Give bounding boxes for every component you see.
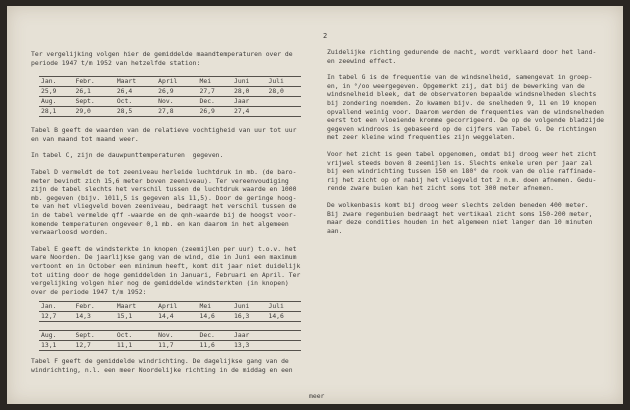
table-cell: Juni (234, 302, 250, 311)
table-cell: 26,1 (75, 87, 91, 96)
table-cell: 28,0 (234, 87, 250, 96)
table-cell: 26,4 (116, 87, 133, 96)
table-cell: 11,7 (158, 341, 174, 350)
table-cell: Febr. (75, 302, 95, 311)
table-cell: Mei (199, 302, 212, 311)
table-cell: Juli (268, 302, 284, 311)
table-cell: 26,9 (199, 107, 215, 116)
table-cell: 28,5 (116, 107, 133, 116)
table-cell: Sept. (75, 97, 95, 106)
table-cell: 27,8 (158, 107, 174, 116)
paragraph-line: eerst tot een vloeiende kromme gecorrigeerd. De op de volgende bladzijde (327, 116, 605, 125)
table-cell: Sept. (75, 331, 95, 340)
intro-line: periode 1947 t/m 1952 van hetzelfde station: (31, 58, 201, 67)
table-cell: 16,3 (234, 312, 250, 321)
table-cell: 12,7 (41, 312, 57, 321)
table-cell: Jan. (41, 302, 57, 311)
paragraph-line: in de tabel vermelde qff -waarde en de qnh-waarde bij de hoogst voor- (31, 210, 297, 219)
table-cell: 25,9 (41, 87, 57, 96)
paragraph-line: met zeer kleine wind frequenties zijn weggelaten. (327, 133, 516, 142)
table-cell: April (158, 302, 178, 311)
table-cell: Mei (199, 77, 212, 86)
paragraph-line: Zuidelijke richting gedurende de nacht, wordt verklaard door het land- (327, 48, 597, 56)
table-cell: Maart (116, 302, 137, 311)
paragraph-line: Tabel F geeft de gemiddelde windrichting. De dagelijkse gang van de (31, 357, 289, 366)
paragraph-line: komende temperaturen ongeveer 0,1 mb. en kan daarom in het algemeen (31, 219, 289, 228)
paragraph-line: vrijwel steeds boven 8 zeemijlen is. Slechts enkele uren per jaar zal (327, 158, 593, 167)
paragraph-line: bij een windrichting tussen 150 en 180° de rook van de olie raffinade- (327, 167, 597, 176)
table-cell: 15,1 (116, 312, 133, 321)
table-cell: 29,0 (75, 107, 91, 116)
table-cell: Maart (116, 77, 137, 86)
paragraph-line: en zeewind effect. (327, 56, 397, 65)
table-cell: 14,6 (199, 312, 215, 321)
paragraph-line: Tabel B geeft de waarden van de relatieve vochtigheid van uur tot uur (31, 126, 297, 135)
paragraph-line: windrichting, n.l. een meer Noordelijke richting in de middag en een (31, 365, 293, 374)
table-cell: April (158, 77, 178, 86)
continuation-word: meer (309, 392, 325, 400)
table-cell: 14,4 (158, 312, 174, 321)
paragraph-line: mb. gegeven (bijv. 1011,5 is gegeven als 11,5). Door de geringe hoog- (31, 193, 297, 202)
paragraph-line: opvallend weinig voor. Daarom werden de frequenties van de windsnelheden (327, 107, 605, 116)
paragraph-line: ware Noorden. De jaarlijkse gang van de wind, die in Juni een maximum (31, 253, 297, 262)
paragraph-line: verwaarloosd worden. (31, 228, 108, 237)
paragraph-line: en, in °/oo weergegeven. Opgemerkt zij, dat bij de bewerking van de (327, 81, 585, 90)
wind-table (39, 301, 301, 353)
paragraph-line: windsnelheid bleek, dat de observatoren bepaalde windsnelheden slechts (327, 90, 597, 99)
table-cell: Oct. (116, 97, 133, 106)
table-cell: 13,3 (234, 341, 250, 350)
paragraph-line: maar deze condities houden in het algemeen niet langer dan 10 minuten (327, 218, 593, 227)
paragraph-line: In tabel G is de frequentie van de windsnelheid, samengevat in groep- (327, 73, 593, 82)
table-cell: Nov. (158, 97, 174, 106)
table-cell: Dec. (199, 331, 215, 340)
table-cell: Febr. (75, 77, 95, 86)
right-column (327, 48, 617, 235)
paragraph-line: vertoont en in October een minimum heeft, komt dit jaar niet duidelijk (31, 261, 301, 270)
paragraph-line: Tabel E geeft de windsterkte in knopen (zeemijlen per uur) t.o.v. het (31, 244, 297, 253)
paragraph-line: In tabel C, zijn de dauwpunttemperaturen gegeven. (31, 151, 224, 160)
paragraph-line: Tabel D vermeldt de tot zeeniveau herleide luchtdruk in mb. (de baro- (31, 167, 297, 176)
paragraph-line: over de periode 1947 t/m 1952: (31, 287, 147, 296)
page-number: 2 (323, 32, 328, 40)
paragraph-line: meter bevindt zich 15,6 meter boven zeeniveau). Ter vereenvoudiging (31, 176, 289, 185)
paragraph-line: De wolkenbasis komt bij droog weer slechts zelden beneden 400 meter. (327, 200, 589, 209)
table-cell: 28,1 (41, 107, 57, 116)
table-cell: Oct. (116, 331, 133, 340)
table-cell: Aug. (41, 97, 57, 106)
table-cell: 27,7 (199, 87, 215, 96)
temperature-table (39, 76, 301, 119)
table-cell: Dec. (199, 97, 215, 106)
paragraph-line: aan. (327, 226, 343, 235)
paragraph-line: gegeven windroos is gebaseerd op de cijfers van Tabel G. De richtingen (327, 124, 597, 133)
paragraph-line: Voor het zicht is geen tabel opgenomen, omdat bij droog weer het zicht (327, 149, 597, 158)
table-cell: Aug. (41, 331, 57, 340)
left-column (31, 50, 323, 374)
table-cell: Jaar (234, 331, 250, 340)
paragraph-line: Bij zware regenbuien bedraagt het vertikaal zicht soms 150-200 meter, (327, 209, 593, 218)
table-cell: 11,1 (116, 341, 133, 350)
paragraph-line: en van maand tot maand weer. (31, 134, 139, 143)
table-cell: 14,3 (75, 312, 91, 321)
table-cell: 11,6 (199, 341, 215, 350)
table-cell: 12,7 (75, 341, 91, 350)
paragraph-line: vergelijking volgen hier nog de gemiddelde windsterkten (in knopen) (31, 279, 289, 288)
table-cell: Juli (268, 77, 284, 86)
table-cell: 13,1 (41, 341, 57, 350)
table-cell: Jan. (41, 77, 57, 86)
table-cell: 14,6 (268, 312, 284, 321)
document-page (7, 6, 623, 404)
table-cell: Nov. (158, 331, 174, 340)
paragraph-line: te van het vliegveld boven zeeniveau, bedraagt het verschil tussen de (31, 202, 297, 211)
paragraph-line: zijn de tabel slechts het verschil tussen de luchtdruk waarde en 1000 (31, 185, 297, 194)
table-cell: 27,4 (234, 107, 250, 116)
paragraph-line: tot uiting door de hoge gemiddelden in Januari, Februari en April. Ter (31, 270, 301, 279)
intro-line: Ter vergelijking volgen hier de gemiddelde maandtemperaturen over de (31, 50, 293, 58)
table-cell: 26,9 (158, 87, 174, 96)
table-cell: Juni (234, 77, 250, 86)
paragraph-line: rij het zicht op of nabij het vliegveld tot 2 n.m. doen afnemen. Gedu- (327, 175, 597, 184)
table-cell: Jaar (234, 97, 250, 106)
paragraph-line: rende zware buien kan het zicht soms tot 300 meter afnemen. (327, 184, 555, 193)
paragraph-line: bij zondering noemden. Zo kwamen bijv. de snelheden 9, 11 en 19 knopen (327, 98, 597, 107)
table-cell: 28,0 (268, 87, 284, 96)
